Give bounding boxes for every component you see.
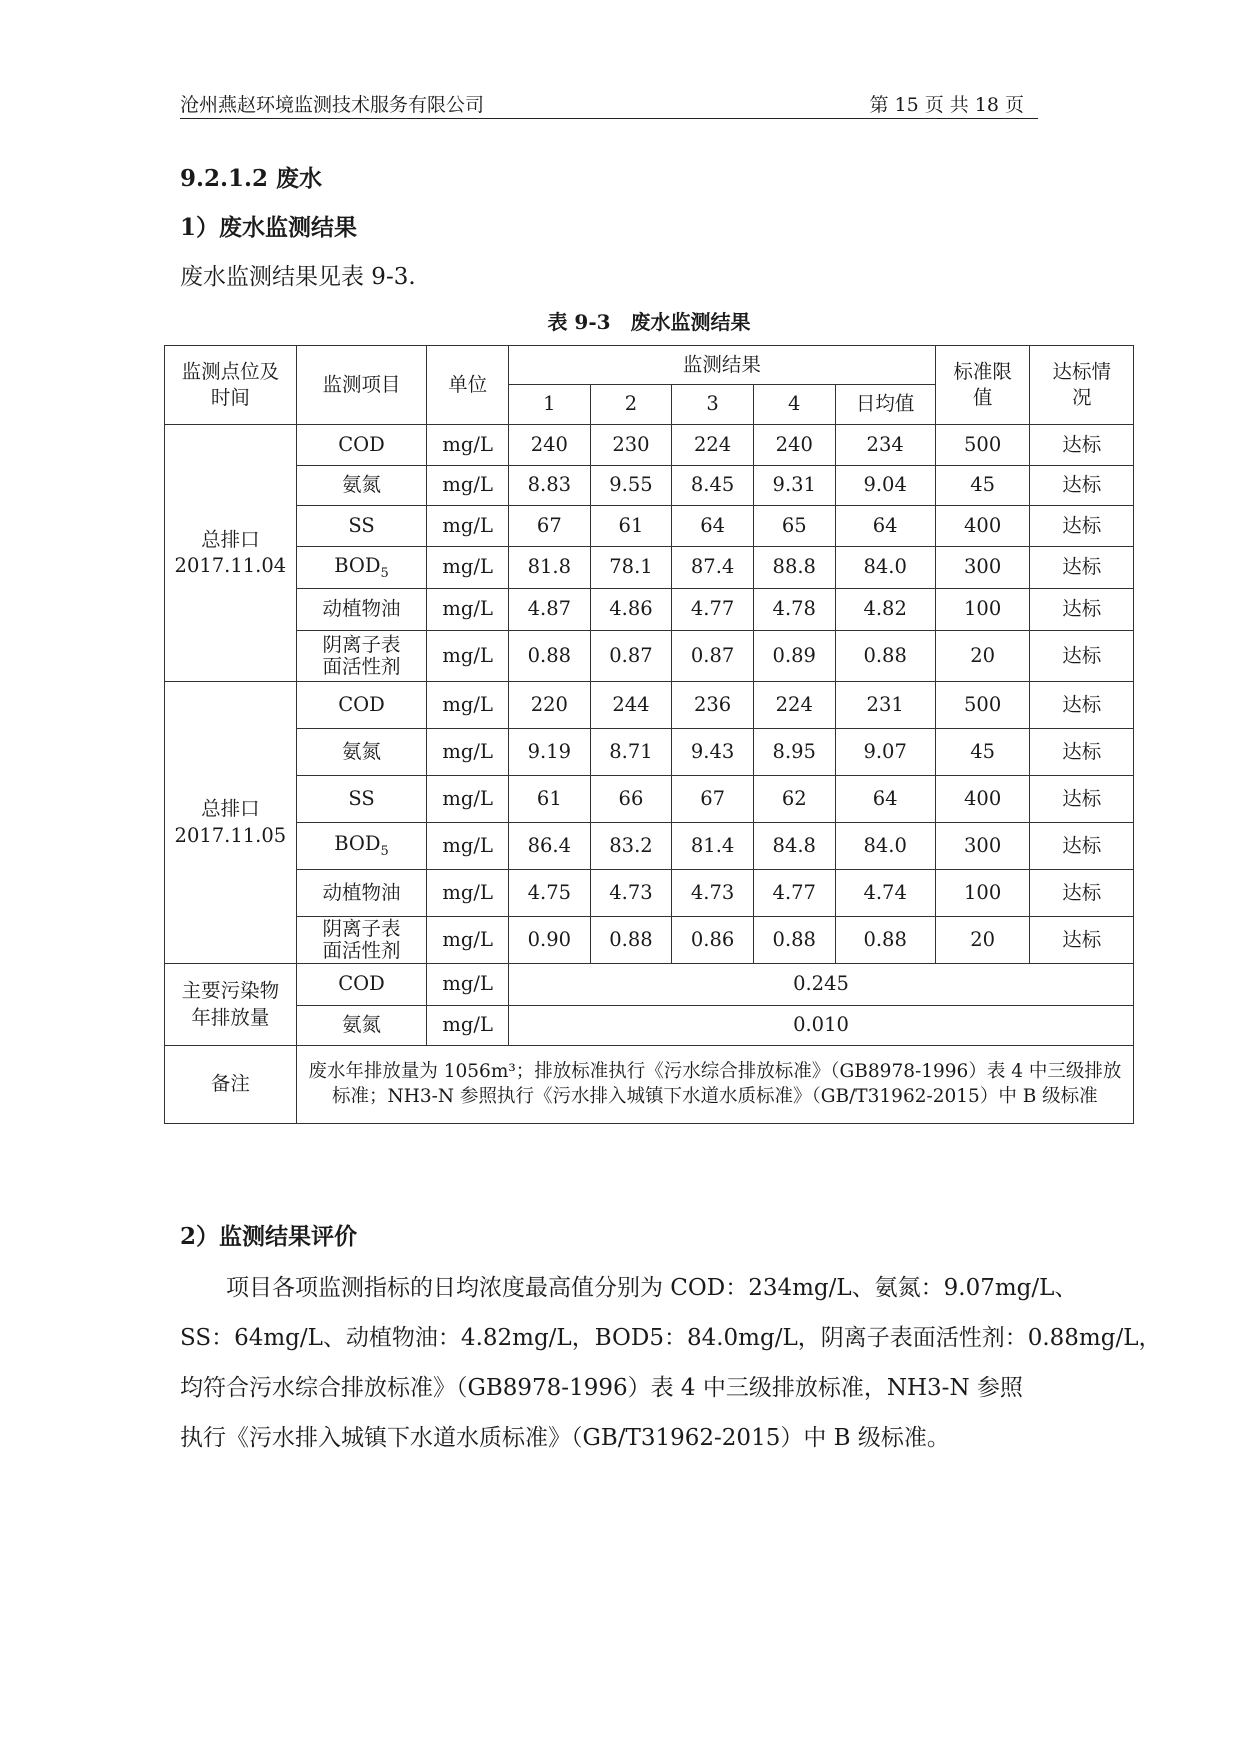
daily-average-cell: 9.04 (835, 466, 935, 506)
intro-text: 废水监测结果见表 9-3. (180, 264, 416, 290)
table-row (165, 729, 1134, 776)
result-cell: 224 (753, 682, 835, 729)
result-cell: 88.8 (753, 547, 835, 589)
table-row (165, 870, 1134, 917)
status-cell: 达标 (1030, 547, 1134, 589)
result-cell: 8.95 (753, 729, 835, 776)
limit-cell: 100 (935, 589, 1030, 631)
unit-cell: mg/L (427, 425, 509, 466)
result-cell: 0.88 (753, 917, 835, 964)
page-number: 第 15 页 共 18 页 (869, 94, 1024, 116)
limit-cell: 500 (935, 682, 1030, 729)
limit-cell: 400 (935, 776, 1030, 823)
location-cell: 总排口 2017.11.05 (165, 682, 297, 964)
status-cell: 达标 (1030, 729, 1134, 776)
limit-cell: 500 (935, 425, 1030, 466)
daily-average-cell: 4.82 (835, 589, 935, 631)
result-cell: 4.86 (590, 589, 672, 631)
daily-average-cell: 0.88 (835, 917, 935, 964)
result-cell: 67 (509, 506, 591, 547)
wastewater-results-table (164, 345, 1134, 1124)
table-row (165, 823, 1134, 870)
item-cell: SS (296, 776, 427, 823)
table-row (165, 506, 1134, 547)
subsection-title-evaluation: 2）监测结果评价 (180, 1223, 358, 1250)
evaluation-line: 均符合污水综合排放标准》（GB8978-1996）表 4 中三级排放标准，NH3-N 参照 (180, 1375, 1023, 1401)
notes-row (165, 1046, 1134, 1124)
result-cell: 83.2 (590, 823, 672, 870)
result-cell: 230 (590, 425, 672, 466)
item-cell: SS (296, 506, 427, 547)
unit-cell: mg/L (427, 547, 509, 589)
status-cell: 达标 (1030, 589, 1134, 631)
result-cell: 64 (672, 506, 754, 547)
result-cell: 84.8 (753, 823, 835, 870)
subscript: 5 (380, 844, 389, 860)
result-cell: 61 (590, 506, 672, 547)
unit-cell: mg/L (427, 589, 509, 631)
limit-cell: 400 (935, 506, 1030, 547)
result-cell: 9.43 (672, 729, 754, 776)
section-title: 9.2.1.2 废水 (180, 165, 323, 192)
limit-cell: 45 (935, 466, 1030, 506)
item-cell: 氨氮 (296, 466, 427, 506)
status-cell: 达标 (1030, 870, 1134, 917)
emission-value-cell: 0.245 (509, 964, 1134, 1006)
item-cell: 氨氮 (296, 729, 427, 776)
limit-cell: 20 (935, 917, 1030, 964)
status-cell: 达标 (1030, 776, 1134, 823)
result-cell: 4.78 (753, 589, 835, 631)
table-row (165, 466, 1134, 506)
result-cell: 87.4 (672, 547, 754, 589)
item-cell: 氨氮 (296, 1006, 427, 1046)
header-daily-average: 日均值 (835, 385, 935, 425)
status-cell: 达标 (1030, 682, 1134, 729)
table-row (165, 547, 1134, 589)
limit-cell: 300 (935, 547, 1030, 589)
table-row (165, 776, 1134, 823)
page-header (180, 88, 1038, 119)
header-result-3: 3 (672, 385, 754, 425)
result-cell: 65 (753, 506, 835, 547)
result-cell: 224 (672, 425, 754, 466)
result-cell: 244 (590, 682, 672, 729)
limit-cell: 300 (935, 823, 1030, 870)
result-cell: 81.8 (509, 547, 591, 589)
item-cell: 阴离子表 面活性剂 (296, 917, 427, 964)
result-cell: 78.1 (590, 547, 672, 589)
result-cell: 0.87 (590, 631, 672, 682)
result-cell: 8.45 (672, 466, 754, 506)
result-cell: 0.88 (590, 917, 672, 964)
evaluation-line: SS：64mg/L、动植物油：4.82mg/L，BOD5：84.0mg/L，阴离子表面活性剂：0.88mg/L， (180, 1325, 1162, 1351)
daily-average-cell: 231 (835, 682, 935, 729)
header-result-2: 2 (590, 385, 672, 425)
daily-average-cell: 64 (835, 506, 935, 547)
evaluation-paragraph (180, 1263, 1162, 1463)
result-cell: 0.90 (509, 917, 591, 964)
result-cell: 0.88 (509, 631, 591, 682)
daily-average-cell: 64 (835, 776, 935, 823)
table-row (165, 682, 1134, 729)
item-cell: 阴离子表 面活性剂 (296, 631, 427, 682)
result-cell: 240 (509, 425, 591, 466)
emission-label-cell: 主要污染物 年排放量 (165, 964, 297, 1046)
result-cell: 4.77 (672, 589, 754, 631)
result-cell: 66 (590, 776, 672, 823)
table-row (165, 425, 1134, 466)
status-cell: 达标 (1030, 631, 1134, 682)
result-cell: 67 (672, 776, 754, 823)
emission-row (165, 1006, 1134, 1046)
company-name: 沧州燕赵环境监测技术服务有限公司 (180, 94, 485, 116)
table-row (165, 631, 1134, 682)
unit-cell: mg/L (427, 1006, 509, 1046)
daily-average-cell: 234 (835, 425, 935, 466)
unit-cell: mg/L (427, 729, 509, 776)
subsection-title-results: 1）废水监测结果 (180, 214, 358, 241)
header-limit: 标准限值 (935, 346, 1030, 425)
result-cell: 61 (509, 776, 591, 823)
evaluation-line: 项目各项监测指标的日均浓度最高值分别为 COD：234mg/L、氨氮：9.07mg/L、 (226, 1275, 1078, 1301)
result-cell: 8.71 (590, 729, 672, 776)
status-cell: 达标 (1030, 506, 1134, 547)
unit-cell: mg/L (427, 870, 509, 917)
result-cell: 0.86 (672, 917, 754, 964)
item-cell: 动植物油 (296, 589, 427, 631)
result-cell: 4.73 (672, 870, 754, 917)
result-cell: 86.4 (509, 823, 591, 870)
emission-row (165, 964, 1134, 1006)
daily-average-cell: 9.07 (835, 729, 935, 776)
result-cell: 220 (509, 682, 591, 729)
unit-cell: mg/L (427, 917, 509, 964)
limit-cell: 45 (935, 729, 1030, 776)
item-cell: 动植物油 (296, 870, 427, 917)
notes-label-cell: 备注 (165, 1046, 297, 1124)
subscript: 5 (380, 565, 389, 581)
evaluation-line: 执行《污水排入城镇下水道水质标准》（GB/T31962-2015）中 B 级标准。 (180, 1425, 950, 1451)
header-location: 监测点位及时间 (165, 346, 297, 425)
emission-value-cell: 0.010 (509, 1006, 1134, 1046)
result-cell: 0.89 (753, 631, 835, 682)
unit-cell: mg/L (427, 823, 509, 870)
header-unit: 单位 (427, 346, 509, 425)
daily-average-cell: 4.74 (835, 870, 935, 917)
item-cell: COD (296, 964, 427, 1006)
header-result-4: 4 (753, 385, 835, 425)
status-cell: 达标 (1030, 917, 1134, 964)
unit-cell: mg/L (427, 776, 509, 823)
result-cell: 9.55 (590, 466, 672, 506)
result-cell: 81.4 (672, 823, 754, 870)
result-cell: 4.87 (509, 589, 591, 631)
daily-average-cell: 0.88 (835, 631, 935, 682)
table-row (165, 589, 1134, 631)
limit-cell: 100 (935, 870, 1030, 917)
unit-cell: mg/L (427, 631, 509, 682)
status-cell: 达标 (1030, 425, 1134, 466)
result-cell: 236 (672, 682, 754, 729)
result-cell: 62 (753, 776, 835, 823)
item-cell: COD (296, 425, 427, 466)
result-cell: 4.73 (590, 870, 672, 917)
daily-average-cell: 84.0 (835, 823, 935, 870)
unit-cell: mg/L (427, 506, 509, 547)
header-result-1: 1 (509, 385, 591, 425)
limit-cell: 20 (935, 631, 1030, 682)
result-cell: 9.31 (753, 466, 835, 506)
notes-text-cell: 废水年排放量为 1056m³；排放标准执行《污水综合排放标准》（GB8978-1996）表 4 中三级排放标准；NH3-N 参照执行《污水排入城镇下水道水质标准》（GB/T31962-2015）中 B 级标准 (296, 1046, 1133, 1124)
header-item: 监测项目 (296, 346, 427, 425)
result-cell: 4.75 (509, 870, 591, 917)
table-row (165, 917, 1134, 964)
unit-cell: mg/L (427, 964, 509, 1006)
header-results: 监测结果 (509, 346, 936, 385)
status-cell: 达标 (1030, 466, 1134, 506)
result-cell: 4.77 (753, 870, 835, 917)
result-cell: 9.19 (509, 729, 591, 776)
result-cell: 240 (753, 425, 835, 466)
item-cell: $BOD_5$ (296, 823, 427, 870)
daily-average-cell: 84.0 (835, 547, 935, 589)
result-cell: 0.87 (672, 631, 754, 682)
result-cell: 8.83 (509, 466, 591, 506)
item-cell: COD (296, 682, 427, 729)
unit-cell: mg/L (427, 682, 509, 729)
table-caption: 表 9-3 废水监测结果 (547, 310, 751, 334)
status-cell: 达标 (1030, 823, 1134, 870)
location-cell: 总排口 2017.11.04 (165, 425, 297, 682)
header-status: 达标情况 (1030, 346, 1134, 425)
unit-cell: mg/L (427, 466, 509, 506)
item-cell: $BOD_5$ (296, 547, 427, 589)
